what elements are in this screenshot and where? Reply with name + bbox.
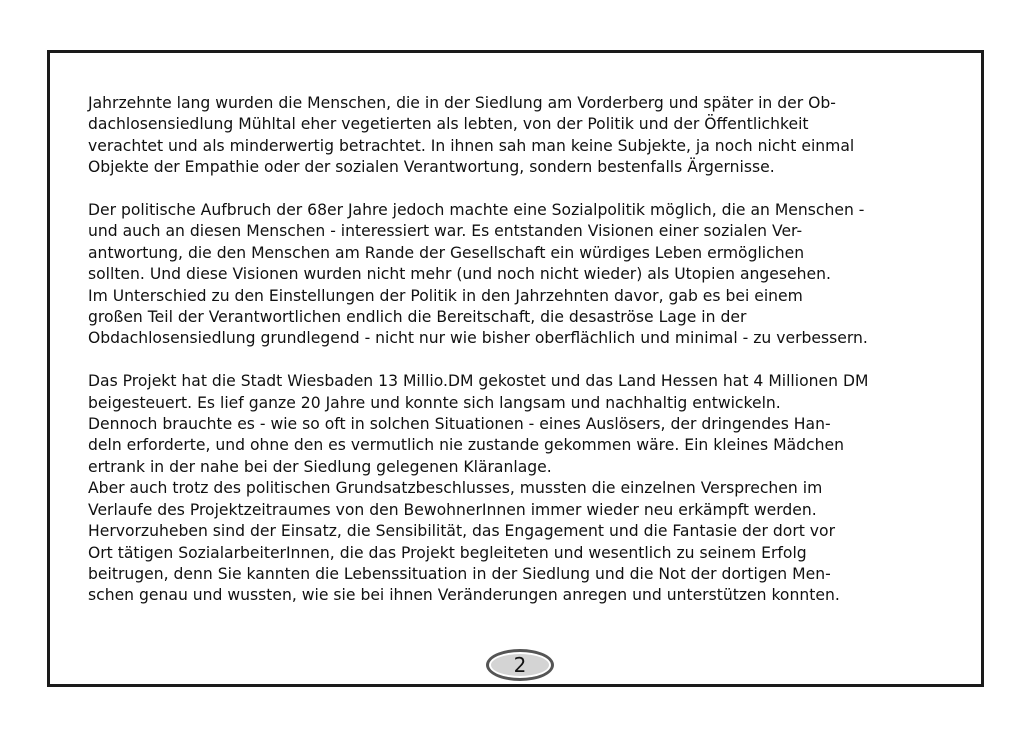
paragraph-1 [88, 93, 960, 179]
text-line: Der politische Aufbruch der 68er Jahre jedoch machte eine Sozialpolitik möglich, die an Menschen - [88, 201, 865, 220]
text-line: schen genau und wussten, wie sie bei ihnen Veränderungen anregen und unterstützen konnten. [88, 586, 840, 605]
text-line: ertrank in der nahe bei der Siedlung gelegenen Kläranlage. [88, 457, 552, 476]
text-line: Das Projekt hat die Stadt Wiesbaden 13 Millio.DM gekostet und das Land Hessen hat 4 Millionen DM [88, 372, 869, 391]
text-line: Dennoch brauchte es - wie so oft in solchen Situationen - eines Auslösers, der dringendes Han- [88, 415, 831, 434]
text-line: verachtet und als minderwertig betrachtet. In ihnen sah man keine Subjekte, ja noch nicht einmal [88, 136, 855, 155]
text-line: Hervorzuheben sind der Einsatz, die Sensibilität, das Engagement und die Fantasie der dort vor [88, 522, 835, 541]
body-text [88, 93, 960, 607]
text-line: dachlosensiedlung Mühltal eher vegetierten als lebten, von der Politik und der Öffentlichkeit [88, 115, 809, 134]
text-line: Ort tätigen SozialarbeiterInnen, die das Projekt begleiteten und wesentlich zu seinem Erfolg [88, 543, 807, 562]
text-line: Aber auch trotz des politischen Grundsatzbeschlusses, mussten die einzelnen Versprechen im [88, 479, 823, 498]
text-line: deln erforderte, und ohne den es vermutlich nie zustande gekommen wäre. Ein kleines Mädchen [88, 436, 844, 455]
paragraph-3 [88, 371, 960, 606]
text-line: sollten. Und diese Visionen wurden nicht mehr (und noch nicht wieder) als Utopien angesehen. [88, 265, 831, 284]
text-line: und auch an diesen Menschen - interessiert war. Es entstanden Visionen einer sozialen Ver- [88, 222, 803, 241]
page-number: 2 [513, 653, 527, 677]
text-line: Im Unterschied zu den Einstellungen der Politik in den Jahrzehnten davor, gab es bei einem [88, 286, 803, 305]
text-line: großen Teil der Verantwortlichen endlich die Bereitschaft, die desaströse Lage in der [88, 308, 747, 327]
page-number-badge [486, 649, 554, 681]
text-line: beitrugen, denn Sie kannten die Lebenssituation in der Siedlung und die Not der dortigen Men- [88, 564, 831, 583]
text-line: antwortung, die den Menschen am Rande der Gesellschaft ein würdiges Leben ermöglichen [88, 243, 805, 262]
text-line: Obdachlosensiedlung grundlegend - nicht nur wie bisher oberflächlich und minimal - zu verbessern. [88, 329, 868, 348]
text-line: Jahrzehnte lang wurden die Menschen, die in der Siedlung am Vorderberg und später in der Ob- [88, 94, 836, 112]
text-line: Verlaufe des Projektzeitraumes von den BewohnerInnen immer wieder neu erkämpft werden. [88, 500, 817, 519]
paragraph-2 [88, 200, 960, 350]
text-line: beigesteuert. Es lief ganze 20 Jahre und konnte sich langsam und nachhaltig entwickeln. [88, 393, 781, 412]
text-line: Objekte der Empathie oder der sozialen Verantwortung, sondern bestenfalls Ärgernisse. [88, 158, 775, 177]
